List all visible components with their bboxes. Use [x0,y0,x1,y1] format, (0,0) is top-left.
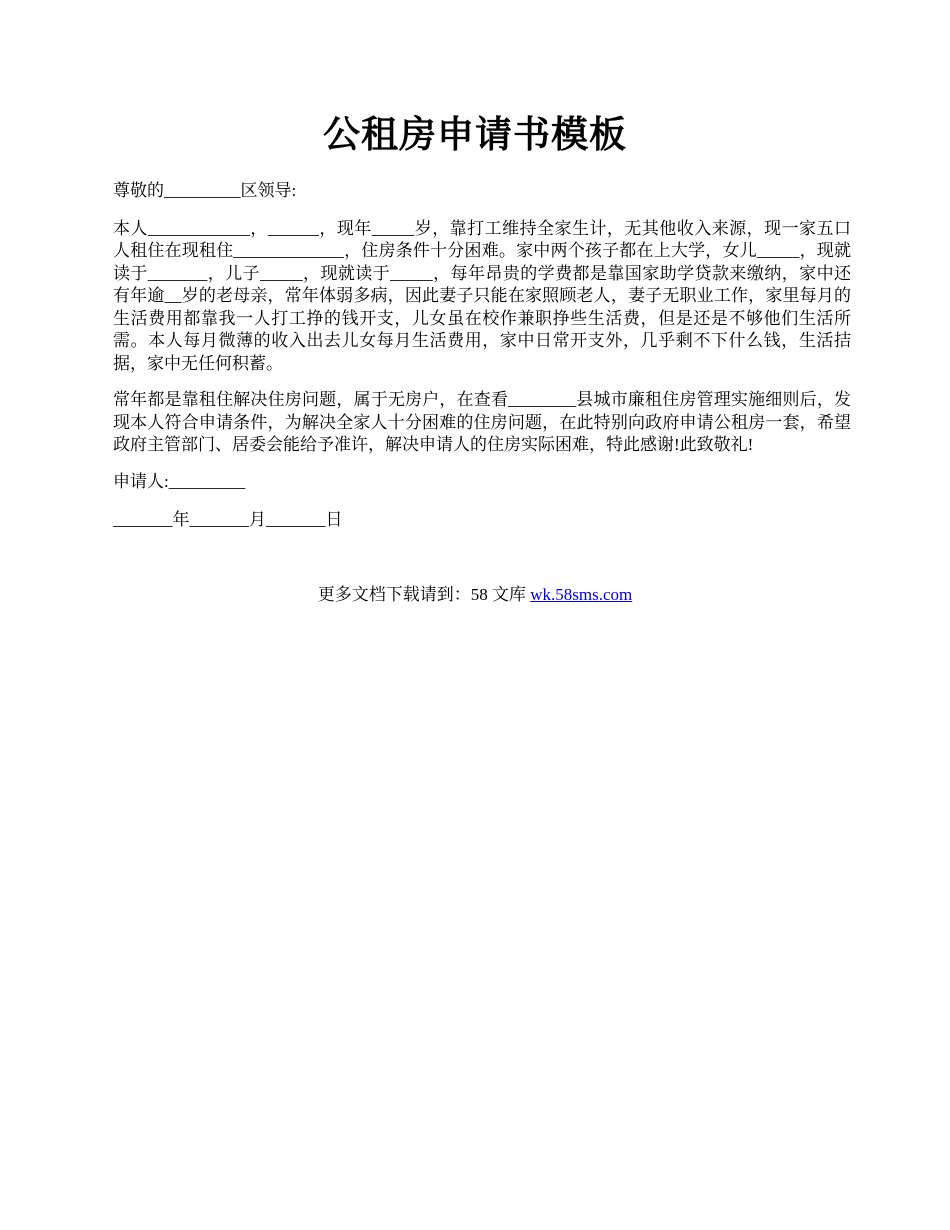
applicant-signature-line: 申请人:_________ [113,471,246,491]
date-line: _______年_______月_______日 [113,510,343,529]
body-paragraph-2: 常年都是靠租住解决住房问题，属于无房户，在查看________县城市廉租住房管理实施细则后，发现本人符合申请条件，为解决全家人十分困难的住房问题，在此特别向政府申请公租房一套，希望政府主管部门、居委会能给予准许，解决申请人的住房实际困难，特此感谢!此致敬礼! [113,390,851,454]
footer-link[interactable]: wk.58sms.com [530,585,633,604]
document-title: 公租房申请书模板 [323,115,627,156]
footer [0,584,950,606]
salutation: 尊敬的_________区领导: [113,181,297,200]
footer-text: 更多文档下载请到：58 文库 [317,585,531,604]
document-body [113,180,851,532]
body-paragraph-1: 本人____________，______，现年_____岁，靠打工维持全家生计，无其他收入来源，现一家五口人租住在现租住_____________，住房条件十分困难。家中两个孩子都在上大学，女儿_____，现就读于_______，儿子_____，现就读于_____，每年昂贵的学费都是靠国家助学贷款来缴纳，家中还有年逾__岁的老母亲，常年体弱多病，因此妻子只能在家照顾老人，妻子无职业工作，家里每月的生活费用都靠我一人打工挣的钱开支，儿女虽在校作兼职挣些生活费，但是还是不够他们生活所需。本人每月微薄的收入出去儿女每月生活费用，家中日常开支外，几乎剩不下什么钱，生活拮据，家中无任何积蓄。 [113,218,851,373]
